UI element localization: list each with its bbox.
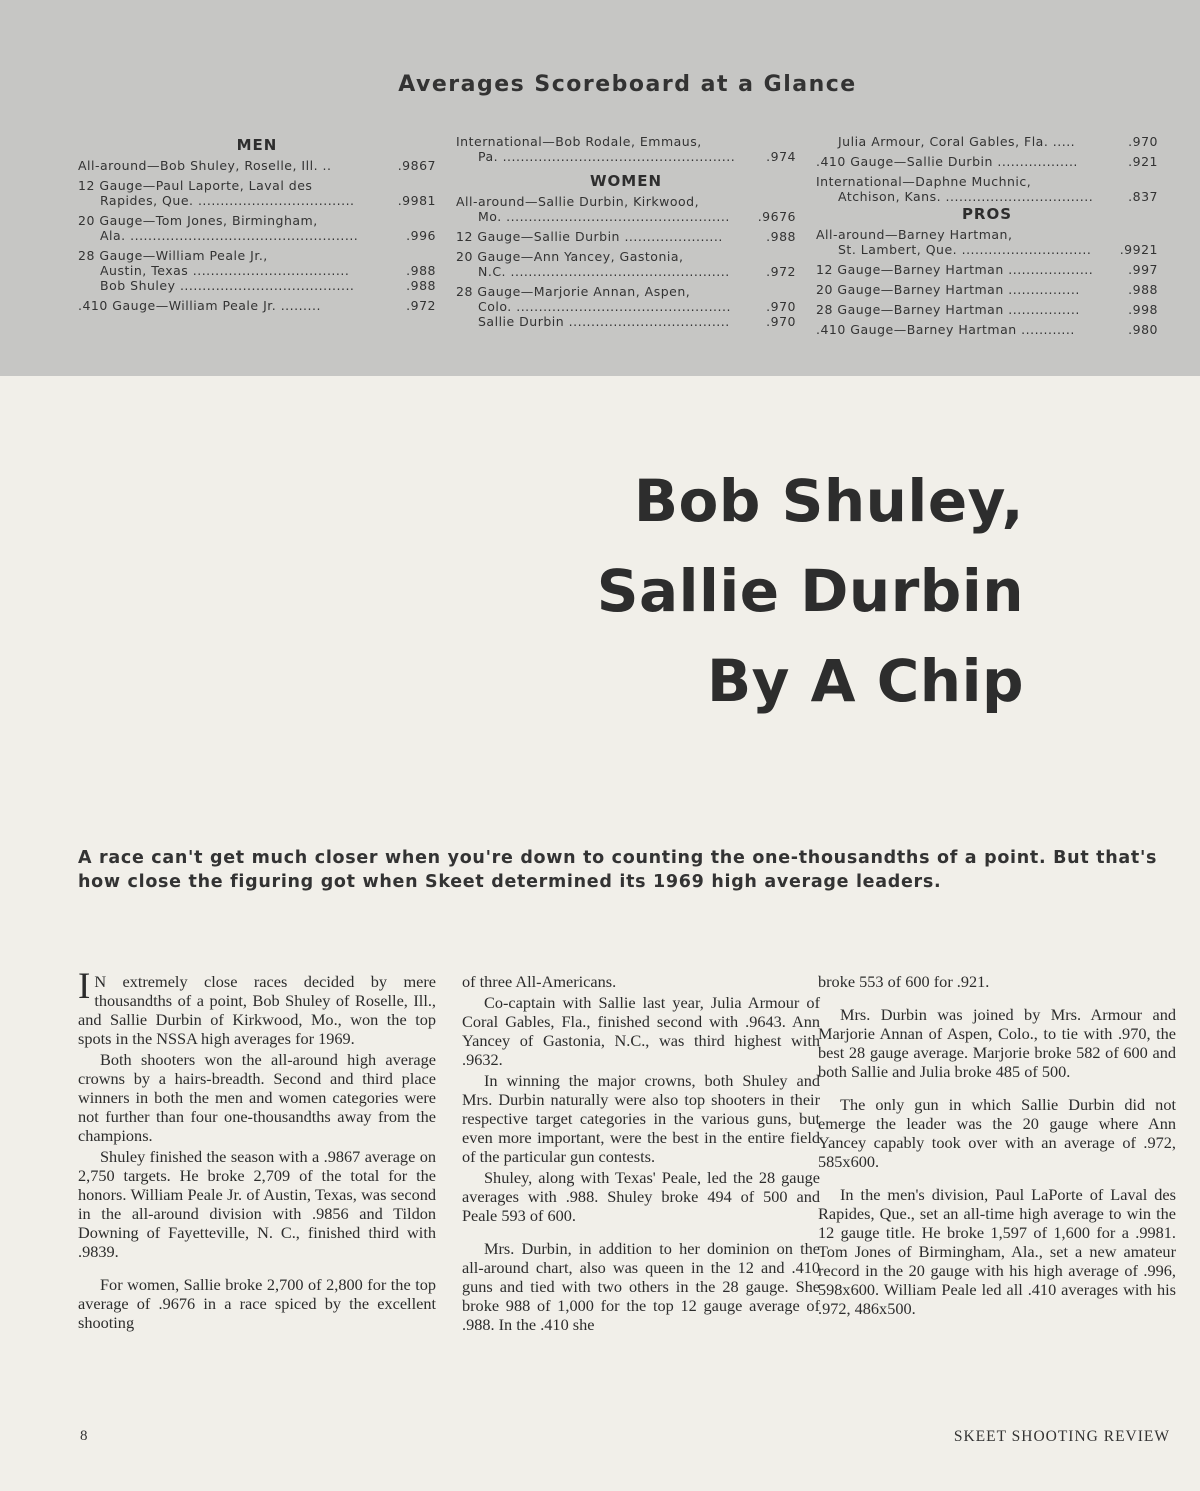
women-20-gauge: 20 Gauge—Ann Yancey, Gastonia, N.C. ................................................. .972 xyxy=(456,249,796,279)
men-20-gauge: 20 Gauge—Tom Jones, Birmingham, Ala. ................................................... .996 xyxy=(78,213,436,243)
article-paragraph: In winning the major crowns, both Shuley and Mrs. Durbin naturally were also top shooters in their respective target categories in the various guns, but even more important, were the best in the entire field of the particular gun contests. xyxy=(462,1071,820,1166)
pros-28-gauge: 28 Gauge—Barney Hartman ................ .998 xyxy=(816,302,1158,317)
women-heading: WOMEN xyxy=(589,172,663,190)
men-column xyxy=(78,136,436,318)
average-value: .970 xyxy=(1128,134,1158,149)
article-paragraph: I N extremely close races decided by mere thousandths of a point, Bob Shuley of Roselle, Ill., and Sallie Durbin of Kirkwood, Mo., won the top spots in the NSSA high averages for 1969. xyxy=(78,966,436,1048)
women-28-gauge-tie: Julia Armour, Coral Gables, Fla. ..... .970 xyxy=(838,134,1158,149)
article-paragraph: Both shooters won the all-around high average crowns by a hairs-breadth. Second and third place winners in both the men and women categories were not further than four one-thousandths away from the champions. xyxy=(78,1050,436,1145)
drop-cap: I xyxy=(78,966,91,1007)
men-28-gauge: 28 Gauge—William Peale Jr., Austin, Texas ................................... .988 Bob Shuley ....................................... .988 xyxy=(78,248,436,293)
pros-20-gauge: 20 Gauge—Barney Hartman ................ .988 xyxy=(816,282,1158,297)
article-paragraph: of three All-Americans. xyxy=(462,972,617,991)
average-value: .988 xyxy=(766,229,796,244)
average-value: .988 xyxy=(406,263,436,278)
article-paragraph: Mrs. Durbin, in addition to her dominion on the all-around chart, also was queen in the 12 and .410 guns and tied with two others in the 28 gauge. She broke 988 of 1,000 for the top 12 gauge average of .988. In the .410 she xyxy=(462,1239,820,1334)
article-column-3 xyxy=(818,972,1176,1320)
pros-12-gauge: 12 Gauge—Barney Hartman ................... .997 xyxy=(816,262,1158,277)
pros-all-around: All-around—Barney Hartman, St. Lambert, Que. ............................. .9921 xyxy=(816,227,1158,257)
women-12-gauge: 12 Gauge—Sallie Durbin ...................... .988 xyxy=(456,229,796,244)
article-paragraph: Shuley, along with Texas' Peale, led the 28 gauge averages with .988. Shuley broke 494 of 500 and Peale 593 of 600. xyxy=(462,1168,820,1225)
average-value: .921 xyxy=(1128,154,1158,169)
article-paragraph: Shuley finished the season with a .9867 average on 2,750 targets. He broke 2,709 of the total for the honors. William Peale Jr. of Austin, Texas, was second in the all-around division with .9856 and Tildon Downing of Fayetteville, N. C., finished third with .9839. xyxy=(78,1147,436,1261)
article-deck: A race can't get much closer when you're down to counting the one-thousandths of a point. But that's how close the figuring got when Skeet determined its 1969 high average leaders. xyxy=(78,848,1158,892)
average-value: .970 xyxy=(766,299,796,314)
headline-line: Bob Shuley, xyxy=(633,467,1024,535)
article-paragraph: broke 553 of 600 for .921. xyxy=(818,972,990,991)
average-value: .837 xyxy=(1128,189,1158,204)
pros-410-gauge: .410 Gauge—Barney Hartman ............ .980 xyxy=(816,322,1158,337)
average-value: .972 xyxy=(766,264,796,279)
average-value: .988 xyxy=(406,278,436,293)
headline-line: Sallie Durbin xyxy=(596,557,1024,625)
women-international: International—Daphne Muchnic, Atchison, Kans. ................................. .837 xyxy=(816,174,1158,204)
average-value: .997 xyxy=(1128,262,1158,277)
article-paragraph: Co-captain with Sallie last year, Julia Armour of Coral Gables, Fla., finished second with .9643. Ann Yancey of Gastonia, N.C., was third highest with .9632. xyxy=(462,993,820,1069)
average-value: .9981 xyxy=(397,193,436,208)
average-value: .9867 xyxy=(397,158,436,173)
average-value: .998 xyxy=(1128,302,1158,317)
women-column xyxy=(456,134,796,334)
article-column-1 xyxy=(78,966,436,1334)
average-value: .9921 xyxy=(1119,242,1158,257)
men-heading: MEN xyxy=(236,136,278,154)
article-paragraph: Mrs. Durbin was joined by Mrs. Armour and Marjorie Annan of Aspen, Colo., to tie with .970, the best 28 gauge average. Marjorie broke 582 of 600 and both Sallie and Julia broke 485 of 500. xyxy=(818,1005,1176,1081)
article-paragraph: The only gun in which Sallie Durbin did not emerge the leader was the 20 gauge where Ann Yancey capably took over with an average of .972, 585x600. xyxy=(818,1095,1176,1171)
article-paragraph: In the men's division, Paul LaPorte of Laval des Rapides, Que., set an all-time high average to win the 12 gauge title. He broke 1,597 of 1,600 for a .9981. Tom Jones of Birmingham, Ala., set a new amateur record in the 20 gauge with his high average of .996, 598x600. William Peale led all .410 averages with his .972, 486x500. xyxy=(818,1185,1176,1318)
men-all-around: All-around—Bob Shuley, Roselle, Ill. .. .9867 xyxy=(78,158,436,173)
pros-heading: PROS xyxy=(961,205,1013,223)
publication-title: SKEET SHOOTING REVIEW xyxy=(953,1428,1170,1445)
page-number: 8 xyxy=(80,1428,88,1444)
men-12-gauge: 12 Gauge—Paul Laporte, Laval des Rapides, Que. ................................... .9981 xyxy=(78,178,436,208)
women-410-gauge: .410 Gauge—Sallie Durbin .................. .921 xyxy=(816,154,1158,169)
headline-line: By A Chip xyxy=(706,647,1024,715)
men-international: International—Bob Rodale, Emmaus, Pa. .................................................... .974 xyxy=(456,134,796,164)
average-value: .980 xyxy=(1128,322,1158,337)
women-28-gauge: 28 Gauge—Marjorie Annan, Aspen, Colo. ................................................ .970 Sallie Durbin .................................... .970 xyxy=(456,284,796,329)
average-value: .974 xyxy=(766,149,796,164)
averages-scoreboard xyxy=(0,0,1200,376)
men-410-gauge: .410 Gauge—William Peale Jr. ......... .972 xyxy=(78,298,436,313)
scoreboard-title: Averages Scoreboard at a Glance xyxy=(398,72,857,97)
women-all-around: All-around—Sallie Durbin, Kirkwood, Mo. .................................................. .9676 xyxy=(456,194,796,224)
average-value: .988 xyxy=(1128,282,1158,297)
average-value: .9676 xyxy=(757,209,796,224)
article-column-2 xyxy=(462,972,820,1336)
pros-column xyxy=(816,134,1158,342)
article-headline xyxy=(597,456,1024,726)
average-value: .996 xyxy=(406,228,436,243)
average-value: .970 xyxy=(766,314,796,329)
article-paragraph: For women, Sallie broke 2,700 of 2,800 for the top average of .9676 in a race spiced by the excellent shooting xyxy=(78,1275,436,1332)
average-value: .972 xyxy=(406,298,436,313)
